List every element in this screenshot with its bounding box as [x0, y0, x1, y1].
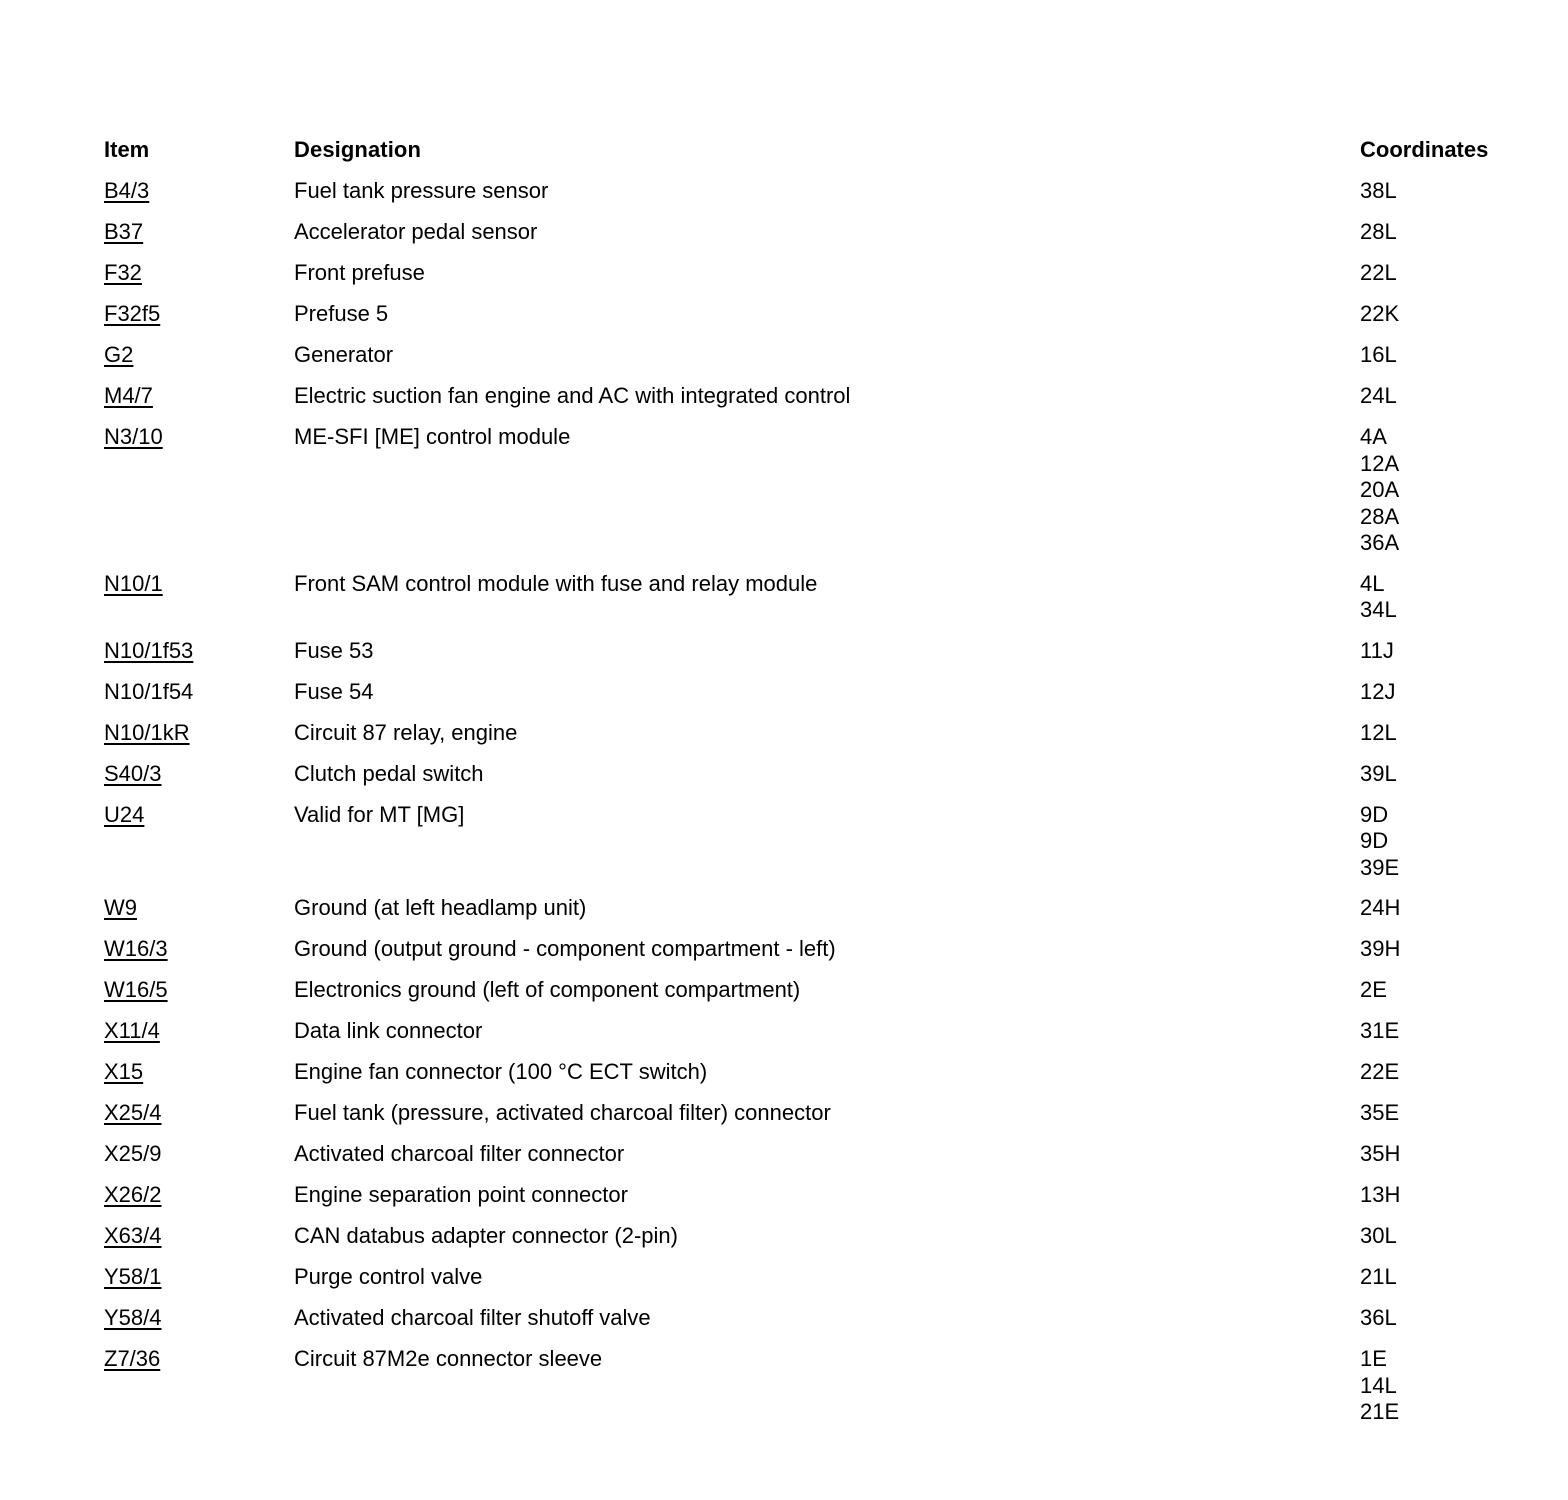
item-code: N10/1f54	[104, 678, 194, 704]
coordinates-cell	[1360, 178, 1544, 205]
coordinate-value: 39H	[1360, 936, 1401, 961]
item-cell	[104, 1182, 294, 1209]
item-cell	[104, 301, 294, 328]
item-cell	[104, 720, 294, 747]
table-row	[104, 260, 1544, 301]
designation-cell: CAN databus adapter connector (2-pin)	[294, 1223, 678, 1248]
item-cell	[104, 1305, 294, 1332]
item-cell	[104, 977, 294, 1004]
table-row	[104, 301, 1544, 342]
item-cell	[104, 1264, 294, 1291]
item-cell	[104, 178, 294, 205]
item-cell	[104, 1018, 294, 1045]
coordinates-cell	[1360, 260, 1544, 287]
coordinate-value: 2E	[1360, 977, 1387, 1002]
designation-cell: Circuit 87M2e connector sleeve	[294, 1346, 603, 1371]
coordinate-value: 30L	[1360, 1223, 1397, 1248]
table-row	[104, 1182, 1544, 1223]
coordinate-value: 14L	[1360, 1372, 1397, 1398]
item-cell	[104, 571, 294, 598]
coordinates-cell	[1360, 571, 1544, 624]
coordinate-value: 1E	[1360, 1346, 1387, 1371]
item-cell	[104, 1346, 294, 1373]
item-code: X25/9	[104, 1141, 162, 1166]
item-cell	[104, 895, 294, 922]
table-row	[104, 936, 1544, 977]
coordinate-value: 13H	[1360, 1182, 1401, 1207]
coordinate-value: 39E	[1360, 854, 1400, 880]
table-row	[104, 1346, 1544, 1440]
item-code-link[interactable]: X25/4	[104, 1100, 162, 1125]
table-row	[104, 1141, 1544, 1182]
item-code-link[interactable]: W16/3	[104, 936, 168, 961]
designation-cell: Fuel tank pressure sensor	[294, 178, 549, 203]
item-code-link[interactable]: F32	[104, 260, 142, 285]
component-legend-table	[104, 137, 1544, 1440]
item-code-link[interactable]: F32f5	[104, 301, 161, 326]
coordinates-cell	[1360, 301, 1544, 328]
item-cell	[104, 936, 294, 963]
table-row	[104, 383, 1544, 424]
coordinate-value: 28A	[1360, 503, 1400, 529]
item-code-link[interactable]: N10/1	[104, 570, 163, 596]
designation-cell: Ground (at left headlamp unit)	[294, 895, 587, 920]
table-row	[104, 638, 1544, 679]
designation-cell: Engine fan connector (100 °C ECT switch)	[294, 1059, 708, 1084]
table-body	[104, 178, 1544, 1440]
coordinate-value: 36L	[1360, 1305, 1397, 1330]
coordinates-cell	[1360, 1059, 1544, 1086]
designation-cell: Fuel tank (pressure, activated charcoal filter) connector	[294, 1100, 831, 1125]
designation-cell: Front SAM control module with fuse and relay module	[294, 570, 818, 596]
coordinate-value: 11J	[1360, 637, 1394, 663]
designation-cell: Front prefuse	[294, 260, 425, 285]
header-item: Item	[104, 137, 150, 162]
item-code-link[interactable]: S40/3	[104, 760, 162, 786]
designation-cell: Engine separation point connector	[294, 1182, 628, 1207]
coordinate-value: 9D	[1360, 801, 1389, 827]
coordinate-value: 38L	[1360, 178, 1397, 203]
coordinates-cell	[1360, 1223, 1544, 1250]
designation-cell: Prefuse 5	[294, 301, 389, 326]
coordinates-cell	[1360, 720, 1544, 747]
designation-cell: Circuit 87 relay, engine	[294, 719, 518, 745]
item-code-link[interactable]: N3/10	[104, 424, 163, 449]
coordinates-cell	[1360, 342, 1544, 369]
coordinate-value: 21L	[1360, 1264, 1397, 1289]
coordinates-cell	[1360, 219, 1544, 246]
designation-cell: Electronics ground (left of component compartment)	[294, 977, 801, 1002]
header-designation: Designation	[294, 137, 421, 162]
item-cell	[104, 424, 294, 451]
designation-cell: Activated charcoal filter shutoff valve	[294, 1305, 651, 1330]
coordinates-cell	[1360, 802, 1544, 882]
coordinate-value: 36A	[1360, 530, 1400, 555]
coordinate-value: 24L	[1360, 383, 1397, 408]
coordinate-value: 39L	[1360, 760, 1397, 786]
coordinates-cell	[1360, 1018, 1544, 1045]
item-code-link[interactable]: B4/3	[104, 178, 150, 203]
item-code-link[interactable]: Y58/4	[104, 1305, 162, 1330]
item-cell	[104, 219, 294, 246]
coordinate-value: 21E	[1360, 1399, 1400, 1424]
coordinates-cell	[1360, 977, 1544, 1004]
coordinates-cell	[1360, 1264, 1544, 1291]
coordinates-cell	[1360, 638, 1544, 665]
designation-cell: Activated charcoal filter connector	[294, 1141, 625, 1166]
coordinate-value: 34L	[1360, 597, 1397, 622]
coordinates-cell	[1360, 1305, 1544, 1332]
table-row	[104, 977, 1544, 1018]
designation-cell: Accelerator pedal sensor	[294, 219, 538, 244]
table-row	[104, 1059, 1544, 1100]
item-cell	[104, 1100, 294, 1127]
designation-cell: Generator	[294, 342, 394, 367]
table-row	[104, 679, 1544, 720]
table-row	[104, 1100, 1544, 1141]
item-code-link[interactable]: X63/4	[104, 1223, 162, 1248]
item-code-link[interactable]: Z7/36	[104, 1346, 161, 1371]
designation-cell: Fuse 54	[294, 678, 374, 704]
coordinates-cell	[1360, 761, 1544, 788]
coordinates-cell	[1360, 936, 1544, 963]
coordinates-cell	[1360, 1346, 1544, 1426]
coordinate-value: 24H	[1360, 895, 1401, 920]
coordinate-value: 35H	[1360, 1141, 1401, 1166]
item-code-link[interactable]: G2	[104, 342, 134, 367]
item-code-link[interactable]: X15	[104, 1059, 144, 1084]
designation-cell: Data link connector	[294, 1018, 483, 1043]
designation-cell: Fuse 53	[294, 637, 374, 663]
item-code-link[interactable]: X11/4	[104, 1018, 160, 1043]
table-row	[104, 761, 1544, 802]
table-row	[104, 1018, 1544, 1059]
table-row	[104, 571, 1544, 638]
table-row	[104, 342, 1544, 383]
table-row	[104, 1223, 1544, 1264]
item-cell	[104, 383, 294, 410]
item-cell	[104, 679, 294, 706]
coordinate-value: 22E	[1360, 1059, 1400, 1084]
coordinate-value: 20A	[1360, 477, 1400, 502]
item-cell	[104, 761, 294, 788]
coordinate-value: 9D	[1360, 828, 1389, 853]
table-row	[104, 178, 1544, 219]
coordinates-cell	[1360, 895, 1544, 922]
designation-cell: Ground (output ground - component compartment - left)	[294, 936, 836, 961]
table-row	[104, 802, 1544, 896]
coordinates-cell	[1360, 1182, 1544, 1209]
header-coordinates: Coordinates	[1360, 137, 1489, 162]
coordinate-value: 22K	[1360, 301, 1400, 326]
coordinate-value: 12L	[1360, 719, 1397, 745]
coordinate-value: 12A	[1360, 450, 1400, 476]
item-cell	[104, 1141, 294, 1168]
item-cell	[104, 1223, 294, 1250]
coordinates-cell	[1360, 1141, 1544, 1168]
item-code-link[interactable]: W16/5	[104, 977, 168, 1002]
item-code-link[interactable]: Y58/1	[104, 1264, 162, 1289]
item-code-link[interactable]: N10/1kR	[104, 719, 190, 745]
item-cell	[104, 1059, 294, 1086]
table-header	[104, 137, 1544, 178]
coordinate-value: 4L	[1360, 570, 1385, 596]
coordinate-value: 4A	[1360, 424, 1387, 449]
designation-cell: Clutch pedal switch	[294, 760, 484, 786]
table-row	[104, 424, 1544, 571]
coordinate-value: 35E	[1360, 1100, 1400, 1125]
item-code-link[interactable]: B37	[104, 219, 144, 244]
coordinate-value: 22L	[1360, 260, 1397, 285]
item-code-link[interactable]: N10/1f53	[104, 637, 194, 663]
coordinates-cell	[1360, 679, 1544, 706]
coordinates-cell	[1360, 383, 1544, 410]
item-cell	[104, 638, 294, 665]
coordinates-cell	[1360, 1100, 1544, 1127]
designation-cell: Valid for MT [MG]	[294, 801, 465, 827]
table-row	[104, 895, 1544, 936]
coordinate-value: 31E	[1360, 1018, 1400, 1043]
table-row	[104, 720, 1544, 761]
coordinates-cell	[1360, 424, 1544, 557]
table-row	[104, 219, 1544, 260]
coordinate-value: 16L	[1360, 342, 1397, 367]
table-row	[104, 1305, 1544, 1346]
designation-cell: Purge control valve	[294, 1264, 483, 1289]
table-row	[104, 1264, 1544, 1305]
designation-cell: Electric suction fan engine and AC with integrated control	[294, 383, 851, 408]
item-code-link[interactable]: U24	[104, 801, 145, 827]
coordinate-value: 12J	[1360, 678, 1396, 704]
item-code-link[interactable]: M4/7	[104, 383, 153, 408]
item-cell	[104, 802, 294, 829]
item-code-link[interactable]: X26/2	[104, 1182, 162, 1207]
coordinate-value: 28L	[1360, 219, 1397, 244]
item-cell	[104, 342, 294, 369]
designation-cell: ME-SFI [ME] control module	[294, 424, 571, 449]
item-code-link[interactable]: W9	[104, 895, 137, 920]
item-cell	[104, 260, 294, 287]
